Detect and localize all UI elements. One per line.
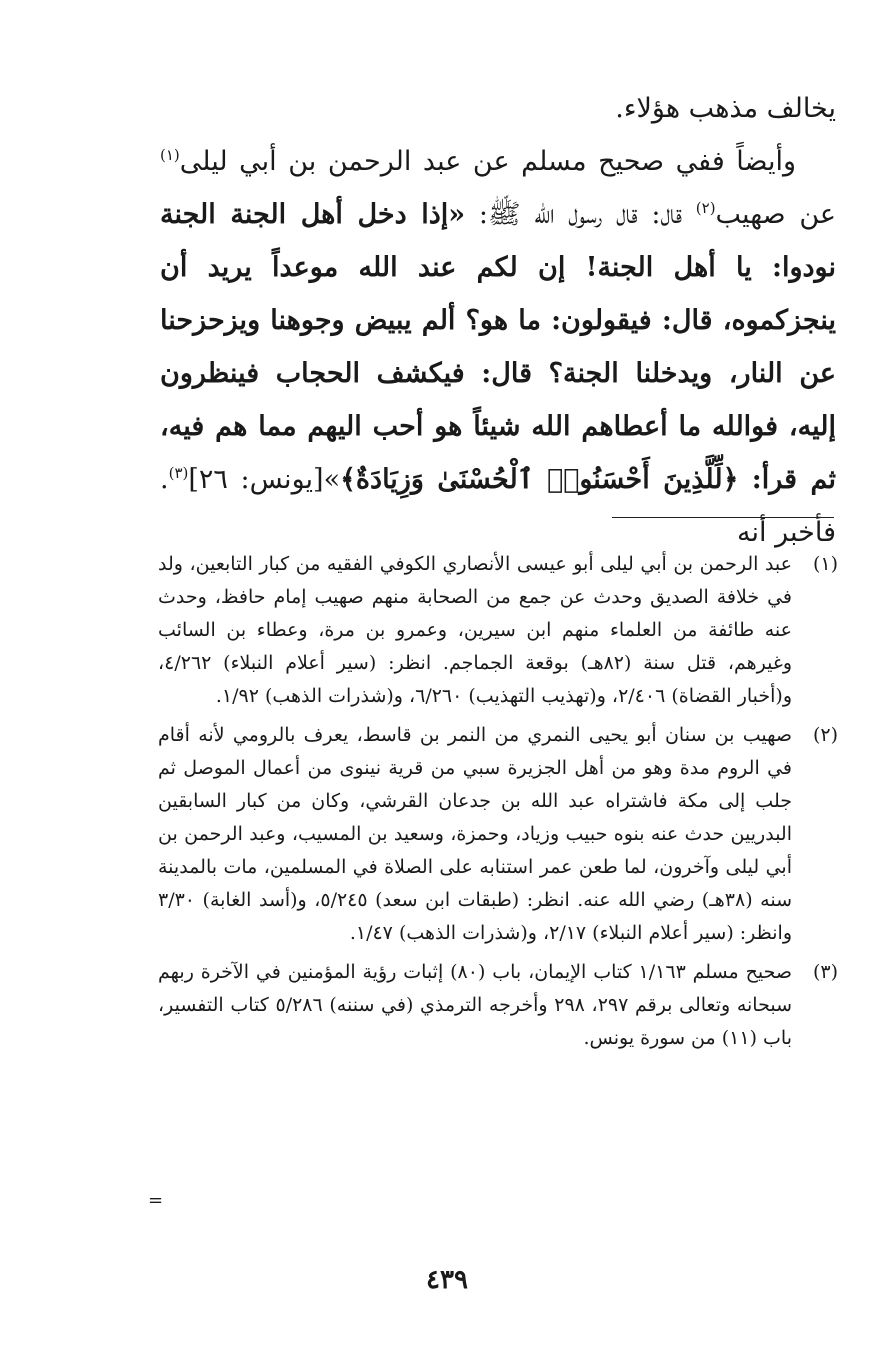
footnote-ref-3: (٣) bbox=[168, 464, 189, 482]
footnote-text: عبد الرحمن بن أبي ليلى أبو عيسى الأنصاري الكوفي الفقيه من كبار التابعين، ولد في خلافة الصديق وحدث عن جمع من الصحابة منهم صهيب إمام حافظ، وحدث عنه طائفة من العلماء منهم ابن سيرين، وعمرو بن مرة، وعطاء بن السائب وغيرهم، قتل سنة (٨٢هـ) بوقعة الجماجم. انظر: (سير أعلام النبلاء) ٤/٢٦٢، و(أخبار القضاة) ٢/٤٠٦، و(تهذيب التهذيب) ٦/٢٦٠، و(شذرات الذهب) ١/٩٢. bbox=[158, 553, 793, 707]
footnote-text: صهيب بن سنان أبو يحيى النمري من النمر بن قاسط، يعرف بالرومي لأنه أقام في الروم مدة وهو من أهل الجزيرة سبي من قرية نينوى من أعمال الموصل ثم جلب إلى مكة فاشتراه عبد الله بن جدعان القرشي، وكان من كبار السابقين البدريين حدث عنه بنوه حبيب وزياد، وحمزة، وسعيد بن المسيب، وعبد الرحمن بن أبي ليلى وآخرون، لما طعن عمر استنابه على الصلاة في المسلمين، مات بالمدينة سنه (٣٨هـ) رضي الله عنه. انظر: (طبقات ابن سعد) ٥/٢٤٥، و(أسد الغابة) ٣/٣٠ وانظر: (سير أعلام النبلاء) ٢/١٧، و(شذرات الذهب) ١/٤٧. bbox=[158, 724, 792, 944]
paragraph-2-ending: . فأخبر أنه bbox=[160, 464, 836, 548]
footnote-ref-1: (١) bbox=[160, 146, 180, 164]
continuation-mark: = bbox=[148, 1190, 164, 1211]
footnotes bbox=[158, 548, 838, 1061]
footnote-text: صحيح مسلم ١/١٦٣ كتاب الإيمان، باب (٨٠) إثبات رؤية المؤمنين في الآخرة ربهم سبحانه وتعالى برقم ٢٩٧، ٢٩٨ وأخرجه الترمذي (في سننه) ٥/٢٨٦ كتاب التفسير، باب (١١) من سورة يونس. bbox=[158, 961, 793, 1049]
footnote-number: (٢) bbox=[812, 724, 838, 746]
paragraph-2-intro: وأيضاً ففي صحيح مسلم عن عبد الرحمن بن أبي ليلى bbox=[179, 146, 796, 177]
quran-reference: »[يونس: ٢٦] bbox=[188, 464, 341, 495]
page-number: ٤٣٩ bbox=[426, 1265, 468, 1295]
footnote-1 bbox=[158, 548, 838, 713]
paragraph-2-narrator: عن صهيب bbox=[715, 199, 836, 230]
paragraph-2 bbox=[160, 135, 836, 559]
paragraph-2-said: قال: قال رسول الله ﷺ: bbox=[465, 199, 696, 230]
footnote-number: (٣) bbox=[812, 961, 838, 983]
footnote-3 bbox=[158, 956, 838, 1055]
footnote-number: (١) bbox=[812, 553, 838, 575]
main-text bbox=[160, 82, 836, 559]
hadith-text: «إذا دخل أهل الجنة الجنة نودوا: يا أهل الجنة! إن لكم عند الله موعداً يريد أن ينجزكموه، قال: فيقولون: ما هو؟ ألم يبيض وجوهنا ويزحزحنا عن النار، ويدخلنا الجنة؟ قال: فيكشف الحجاب فينظرون إليه، فوالله ما أعطاهم الله شيئاً هو أحب اليهم مما هم فيه، ثم قرأ: ﴿لِّلَّذِينَ أَحْسَنُوا۟ ٱلْحُسْنَىٰ وَزِيَادَةٌ﴾ bbox=[160, 199, 836, 495]
paragraph-1: يخالف مذهب هؤلاء. bbox=[615, 93, 836, 124]
footnote-ref-2: (٢) bbox=[695, 199, 716, 217]
footnote-2 bbox=[158, 719, 838, 950]
footnote-separator bbox=[612, 517, 834, 518]
